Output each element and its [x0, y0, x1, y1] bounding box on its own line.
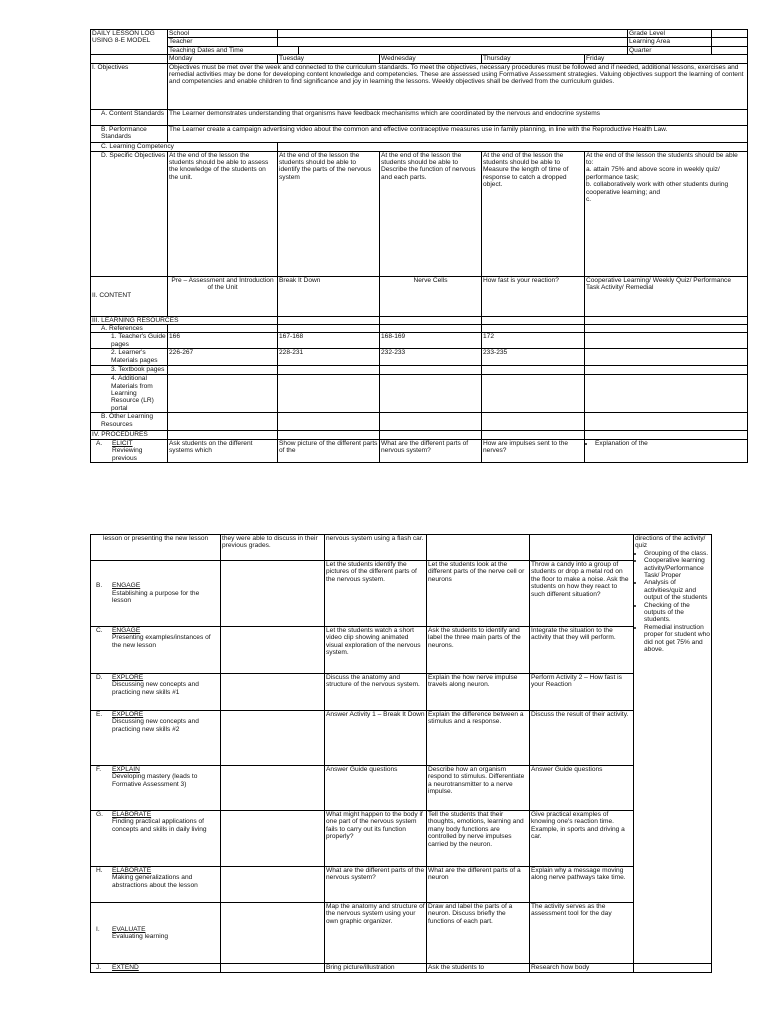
elicit-tuesday-cont: nervous system using a flash car. [325, 535, 427, 561]
engage-b-tuesday: Let the students identify the pictures of the different parts of the nervous system. [325, 561, 427, 627]
teachers-guide-wednesday: 168-169 [380, 333, 482, 349]
teachers-guide-monday: 166 [168, 333, 278, 349]
friday-bullet-grouping: • Grouping of the class. [644, 550, 710, 557]
explore-e-tuesday: Answer Activity 1 – Break It Down [325, 711, 427, 766]
engage-c-wednesday: Ask the students to identify and label the three main parts of the neurons. [427, 627, 530, 674]
performance-standards-text: The Learner create a campaign advertising video about the common and effective contraceptive measures use in family planning, in line with the Reproductive Health Law. [168, 125, 748, 142]
evaluate-label: I. EVALUATE Evaluating learning [91, 903, 221, 964]
log-title: DAILY LESSON LOG USING 8-E MODEL [91, 30, 168, 55]
teaching-dates-label: Teaching Dates and Time [168, 46, 299, 54]
specific-objectives-tuesday: At the end of the lesson the students should be able to identify the parts of the nervous system [278, 151, 380, 276]
friday-objectives-intro: At the end of the lesson the students should be able to: [586, 151, 738, 167]
engage-b-thursday: Throw a candy into a group of students or drop a metal rod on the floor to make a noise. Ask the students on how they react to such different situation? [530, 561, 634, 627]
engage-b-label: B. ENGAGE Establishing a purpose for the lesson [91, 561, 221, 627]
day-header-row [91, 55, 748, 63]
other-resources-label: B. Other Learning Resources [91, 413, 168, 431]
learning-area-value[interactable] [712, 38, 748, 46]
elicit-title: ELICIT [112, 439, 133, 447]
engage-c-thursday: Integrate the situation to the activity that they will perform. [530, 627, 634, 674]
specific-objectives-monday: At the end of the lesson the students should be able to assess the knowledge of the students on the unit. [168, 151, 278, 276]
learners-materials-monday: 226-267 [168, 349, 278, 366]
content-monday: Pre – Assessment and Introduction of the Unit [168, 276, 278, 316]
objectives-text: Objectives must be met over the week and connected to the curriculum standards. To meet the objectives, necessary procedures must be followed and if needed, additional lessons, exercises and remedial activities may be done for developing content knowledge and competencies. These are assessed using Formative Assessment strategies. Valuing objectives support the learning of content and competencies and enable children to find significance and joy in learning the lessons. Weekly objectives shall be derived from the curriculum guides. [168, 63, 748, 109]
content-tuesday: Break It Down [278, 276, 380, 316]
content-thursday: How fast is your reaction? [482, 276, 585, 316]
friday-bullet-remedial: • Remedial instruction proper for student who did not get 75% and above. [644, 624, 710, 654]
teachers-guide-label: 1. Teacher's Guide pages [91, 333, 168, 349]
teachers-guide-friday [585, 333, 748, 349]
explore-d-label: D. EXPLORE Discussing new concepts and practicing new skills #1 [91, 674, 221, 711]
friday-objective-c: c. [586, 196, 592, 204]
day-wednesday: Wednesday [380, 55, 482, 63]
elicit-label: A. ELICIT Reviewing previous [91, 439, 168, 462]
elicit-desc: Reviewing previous [112, 447, 143, 462]
objectives-label: I. Objectives [91, 63, 168, 109]
elicit-monday: Ask students on the different systems which [168, 439, 278, 462]
elaborate-h-tuesday: What are the different parts of the nervous system? [325, 867, 427, 903]
friday-objective-a: a. attain 75% and above score in weekly quiz/ performance task; [586, 166, 720, 181]
learning-competency-value[interactable] [278, 142, 748, 151]
lesson-log-table-page-2 [90, 534, 712, 973]
specific-objectives-friday [585, 151, 748, 276]
teaching-dates-value[interactable] [299, 46, 628, 54]
content-standards-text: The Learner demonstrates understanding that organisms have feedback mechanisms which are coordinated by the nervous and endocrine systems [168, 109, 748, 125]
explore-e-wednesday: Explain the difference between a stimulus and a response. [427, 711, 530, 766]
lesson-log-table-page-1 [90, 29, 748, 463]
elicit-monday-cont: they were able to discuss in their previous grades. [221, 535, 325, 561]
elaborate-g-wednesday: Tell the students that their thoughts, emotions, learning and many body functions are controlled by nerve impulses carried by the neuron. [427, 811, 530, 867]
elaborate-g-thursday: Give practical examples of knowing one's reaction time. Example, in sports and driving a car. [530, 811, 634, 867]
content-friday: Cooperative Learning/ Weekly Quiz/ Performance Task Activity/ Remedial [585, 276, 748, 316]
extend-label: J. EXTEND [91, 964, 221, 973]
extend-tuesday: Bring picture/illustration [325, 964, 427, 973]
learners-materials-label: 2. Learner's Materials pages [91, 349, 168, 366]
teacher-value[interactable] [278, 38, 628, 46]
learners-materials-thursday: 233-235 [482, 349, 585, 366]
elicit-tuesday: Show picture of the different parts of the [278, 439, 380, 462]
learners-materials-tuesday: 228-231 [278, 349, 380, 366]
day-thursday: Thursday [482, 55, 585, 63]
elicit-friday [585, 439, 748, 462]
learners-materials-wednesday: 232-233 [380, 349, 482, 366]
extend-wednesday: Ask the students to [427, 964, 530, 973]
engage-b-wednesday: Let the students look at the different parts of the nerve cell or neurons [427, 561, 530, 627]
teachers-guide-thursday: 172 [482, 333, 585, 349]
grade-level-value[interactable] [712, 30, 748, 38]
explore-e-label: E. EXPLORE Discussing new concepts and practicing new skills #2 [91, 711, 221, 766]
specific-objectives-wednesday: At the end of the lesson the students should be able to Describe the function of nervous and each parts. [380, 151, 482, 276]
engage-c-tuesday: Let the students watch a short video clip showing animated visual exploration of the nervous system. [325, 627, 427, 674]
elaborate-h-thursday: Explain why a message moving along nerve pathways take time. [530, 867, 634, 903]
explore-e-thursday: Discuss the result of their activity. [530, 711, 634, 766]
friday-directions-cont: directions of the activity/ quiz [635, 535, 706, 550]
references-label: A. References [91, 325, 168, 333]
teachers-guide-tuesday: 167-168 [278, 333, 380, 349]
elaborate-g-label: G. ELABORATE Finding practical applications of concepts and skills in daily living [91, 811, 221, 867]
evaluate-thursday: The activity serves as the assessment tool for the day [530, 903, 634, 964]
extend-thursday: Research how body [530, 964, 634, 973]
specific-objectives-thursday: At the end of the lesson the students should be able to Measure the length of time of response to catch a dropped object. [482, 151, 585, 276]
learning-area-label: Learning Area [628, 38, 712, 46]
elaborate-h-label: H. ELABORATE Making generalizations and abstractions about the lesson [91, 867, 221, 903]
day-tuesday: Tuesday [278, 55, 380, 63]
grade-level-label: Grade Level [628, 30, 712, 38]
friday-bullet-checking: • Checking of the outputs of the students. [644, 602, 710, 624]
explain-tuesday: Answer Guide questions [325, 766, 427, 811]
performance-standards-label: B. Performance Standards [91, 125, 168, 142]
elicit-desc-cont: lesson or presenting the new lesson [91, 535, 221, 561]
elicit-wednesday: What are the different parts of nervous system? [380, 439, 482, 462]
teacher-label: Teacher [168, 38, 278, 46]
explain-thursday: Answer Guide questions [530, 766, 634, 811]
friday-procedures [634, 535, 712, 964]
specific-objectives-label: D. Specific Objectives [91, 151, 168, 276]
explain-wednesday: Describe how an organism respond to stimulus. Differentiate a neurotransmitter to a nerve impulse. [427, 766, 530, 811]
friday-bullet-explanation: • Explanation of the [595, 440, 746, 447]
engage-c-label: C. ENGAGE Presenting examples/instances of the new lesson [91, 627, 221, 674]
school-value[interactable] [278, 30, 628, 38]
friday-objective-b: b. collaboratively work with other students during cooperative learning; and [586, 181, 729, 196]
elicit-thursday: How are impulses sent to the nerves? [482, 439, 585, 462]
quarter-label: Quarter [628, 46, 712, 54]
friday-bullet-cooperative: • Cooperative learning activity/Performance Task/ Proper [644, 557, 710, 579]
explain-label: F. EXPLAIN Developing mastery (leads to Formative Assessment 3) [91, 766, 221, 811]
textbook-pages-label: 3. Textbook pages [91, 366, 168, 375]
evaluate-wednesday: Draw and label the parts of a neuron. Discuss briefly the functions of each part. [427, 903, 530, 964]
quarter-value[interactable] [712, 46, 748, 54]
explore-d-thursday: Perform Activity 2 – How fast is your Reaction [530, 674, 634, 711]
additional-materials-label: 4. Additional Materials from Learning Resource (LR) portal [91, 375, 168, 413]
elaborate-g-tuesday: What might happen to the body if one part of the nervous system fails to carry out its function properly? [325, 811, 427, 867]
explore-d-tuesday: Discuss the anatomy and structure of the nervous system. [325, 674, 427, 711]
explore-d-wednesday: Explain the how nerve impulse travels along neuron. [427, 674, 530, 711]
evaluate-tuesday: Map the anatomy and structure of the nervous system using your own graphic organizer. [325, 903, 427, 964]
learners-materials-friday [585, 349, 748, 366]
content-wednesday: Nerve Cells [380, 276, 482, 316]
procedures-label: IV. PROCEDURES [91, 431, 168, 439]
content-label: II. CONTENT [91, 276, 168, 316]
day-friday: Friday [585, 55, 748, 63]
content-standards-label: A. Content Standards [91, 109, 168, 125]
school-label: School [168, 30, 278, 38]
elaborate-h-wednesday: What are the different parts of a neuron [427, 867, 530, 903]
learning-resources-label: III. LEARNING RESOURCES [91, 316, 278, 324]
day-monday: Monday [168, 55, 278, 63]
friday-bullet-analysis: • Analysis of activities/quiz and output of the students [644, 579, 710, 601]
learning-competency-label: C. Learning Competency [91, 142, 278, 151]
